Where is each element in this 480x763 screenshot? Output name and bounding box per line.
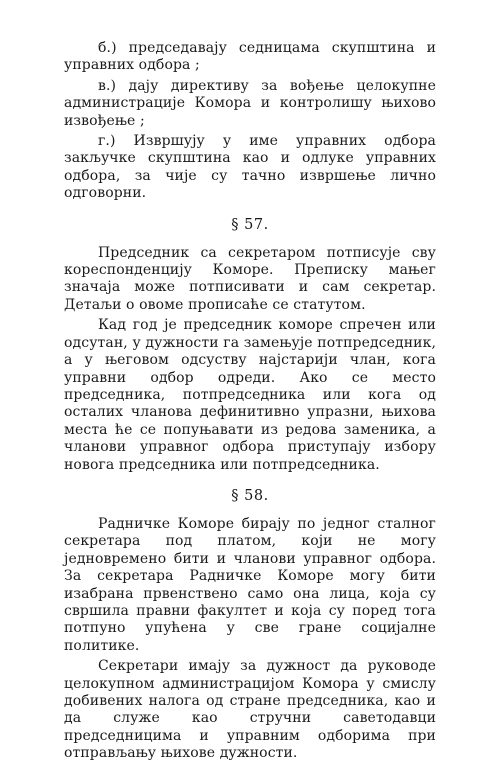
text-column (64, 40, 436, 763)
list-item-g: г.) Извршују у име управних одбора закључке скупштина као и одлуке управних одбора, за чије су тачно извршење лично одговорни. (64, 133, 436, 202)
list-item-b: б.) председавају седницама скупштина и управних одбора ; (64, 40, 436, 74)
paragraph-58-1: Радничке Коморе бирају по једног сталног секретара под платом, који не могу једновремено бити и чланови управног одбора. За секретара Радничке Коморе могу бити изабрана првенствено само она лица, која су свршила правни факултет и која су поред тога потпуно упућена у све гране социјалне политике. (64, 515, 436, 654)
list-item-v: в.) дају директиву за вођење целокупне администрације Комора и контролишу њихово извођење ; (64, 77, 436, 129)
section-heading-57: § 57. (231, 216, 269, 233)
paragraph-57-1: Председник са секретаром потписује сву кореспонденцију Коморе. Преписку мањег значаја може потписивати и сам секретар. Детаљи о овоме прописаће се статутом. (64, 244, 436, 313)
paragraph-58-2: Секретари имају за дужност да руководе целокупном администрацијом Комора у смислу добивених налога од стране председника, као и да служе као стручни саветодавци председницима и управним одборима при отправљању њихове дужности. (64, 658, 436, 762)
paragraph-57-2: Кад год је председник коморе спречен или одсутан, у дужности га замењује потпредседник, а у његовом одсуству најстарији члан, кога управни одбор одреди. Ако се место председника, потпредседника или кога од осталих чланова дефинитивно упразни, њихова места ће се попуњавати из редова заменика, а чланови управног одбора приступају избору новога председника или потпредседника. (64, 317, 436, 473)
section-heading-58: § 58. (231, 487, 269, 504)
